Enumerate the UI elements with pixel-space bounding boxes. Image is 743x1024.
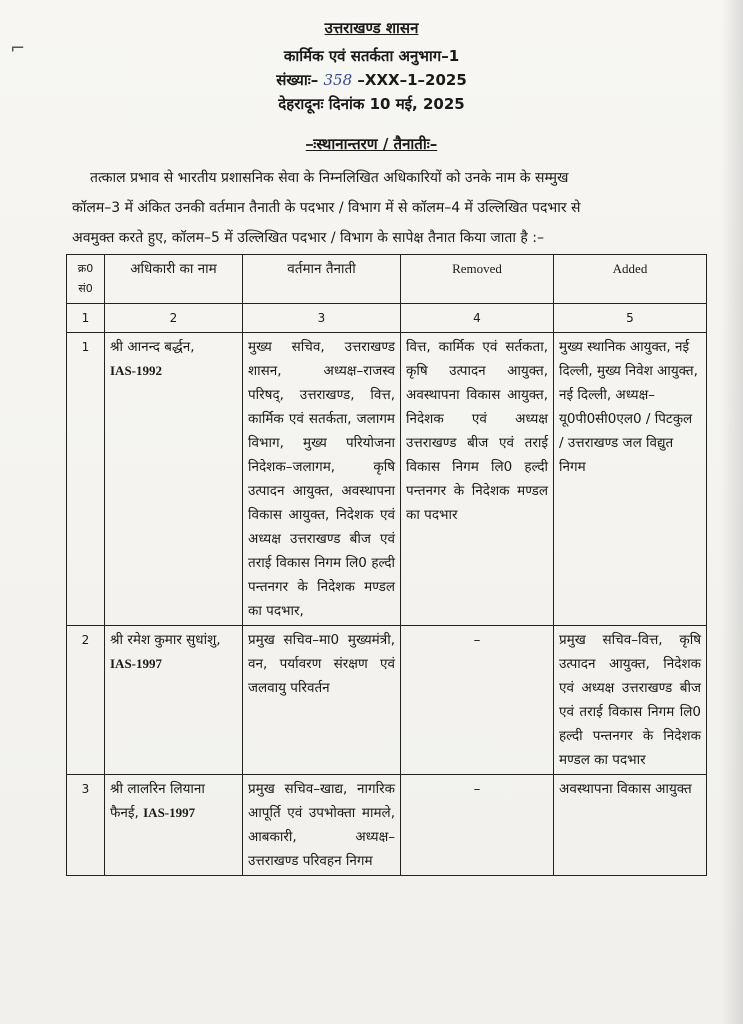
row-removed: वित्त, कार्मिक एवं सर्तकता, कृषि उत्पादन आयुक्त, अवस्थापना विकास आयुक्त, निदेशक एवं अध्यक्ष उत्तराखण्ड बीज एवं तराई विकास निगम लि0 हल्दी पन्तनगर के निदेशक मण्डल का पदभार (401, 333, 554, 626)
row-sno: 3 (67, 775, 105, 876)
intro-line-1: तत्काल प्रभाव से भारतीय प्रशासनिक सेवा के निम्नलिखित अधिकारियों को उनके नाम के सम्मुख (90, 170, 569, 186)
table-row (67, 775, 707, 876)
column-number: 2 (105, 304, 243, 333)
column-number: 5 (554, 304, 707, 333)
order-number-suffix: –XXX–1–2025 (357, 71, 467, 89)
column-number: 3 (243, 304, 401, 333)
order-number-prefix: संख्याः– (276, 71, 319, 89)
margin-mark: ⌐ (10, 38, 26, 59)
column-number: 4 (401, 304, 554, 333)
officer-batch: IAS-1997 (110, 656, 163, 671)
row-current-posting: प्रमुख सचिव–खाद्य, नागरिक आपूर्ति एवं उपभोक्ता मामले, आबकारी, अध्यक्ष– उत्तराखण्ड परिवहन निगम (243, 775, 401, 876)
header-removed: Removed (401, 255, 554, 304)
intro-line-3: अवमुक्त करते हुए, कॉलम–5 में उल्लिखित पदभार / विभाग के सापेक्ष तैनात किया जाता है :– (72, 230, 544, 246)
order-number-handwritten: 358 (323, 71, 353, 89)
table-header-row (67, 255, 707, 304)
officer-name: श्री आनन्द बर्द्धन, (110, 339, 195, 355)
officer-name: श्री लालरिन लियाना फैनई, (110, 781, 205, 821)
row-current-posting: प्रमुख सचिव–मा0 मुख्यमंत्री, वन, पर्यावरण संरक्षण एवं जलवायु परिवर्तन (243, 626, 401, 775)
table-row (67, 626, 707, 775)
header-sno: क्र0 सं0 (67, 255, 105, 304)
officer-name: श्री रमेश कुमार सुधांशु, (110, 632, 221, 648)
intro-line-2: कॉलम–3 में अंकित उनकी वर्तमान तैनाती के पदभार / विभाग में से कॉलम–4 में उल्लिखित पदभार से (72, 200, 581, 216)
row-sno: 1 (67, 333, 105, 626)
row-added: मुख्य स्थानिक आयुक्त, नई दिल्ली, मुख्य निवेश आयुक्त, नई दिल्ली, अध्यक्ष– यू0पी0सी0एल0 / पिटकुल / उत्तराखण्ड जल विद्युत निगम (554, 333, 707, 626)
row-officer-name (105, 333, 243, 626)
row-removed: – (401, 626, 554, 775)
intro-paragraph (72, 163, 722, 253)
officer-batch: IAS-1992 (110, 363, 163, 378)
column-number-row (67, 304, 707, 333)
place-date: देहरादूनः दिनांक 10 मई, 2025 (278, 95, 465, 113)
row-sno: 2 (67, 626, 105, 775)
row-added: प्रमुख सचिव–वित्त, कृषि उत्पादन आयुक्त, निदेशक एवं अध्यक्ष उत्तराखण्ड बीज एवं तराई विकास निगम लि0 हल्दी पन्तनगर के निदेशक मण्डल का पदभार (554, 626, 707, 775)
posting-table (66, 254, 707, 876)
table-row (67, 333, 707, 626)
header-added: Added (554, 255, 707, 304)
officer-batch: IAS-1997 (143, 805, 196, 820)
row-officer-name (105, 775, 243, 876)
row-current-posting: मुख्य सचिव, उत्तराखण्ड शासन, अध्यक्ष–राजस्व परिषद्, उत्तराखण्ड, वित्त, कार्मिक एवं सतर्कता, जलागम विभाग, मुख्य परियोजना निदेशक–जलागम, कृषि उत्पादन आयुक्त, अवस्थापना विकास आयुक्त, निदेशक एवं अध्यक्ष उत्तराखण्ड बीज एवं तराई विकास निगम लि0 हल्दी पन्तनगर के निदेशक मण्डल का पदभार, (243, 333, 401, 626)
row-officer-name (105, 626, 243, 775)
row-removed: – (401, 775, 554, 876)
header-name: अधिकारी का नाम (105, 255, 243, 304)
row-added: अवस्थापना विकास आयुक्त (554, 775, 707, 876)
government-title: उत्तराखण्ड शासन (324, 19, 419, 37)
order-number (0, 70, 743, 90)
column-number: 1 (67, 304, 105, 333)
header-current: वर्तमान तैनाती (243, 255, 401, 304)
subject-line: –ःस्थानान्तरण / तैनातीः– (305, 135, 438, 153)
department-title: कार्मिक एवं सतर्कता अनुभाग–1 (283, 47, 460, 65)
